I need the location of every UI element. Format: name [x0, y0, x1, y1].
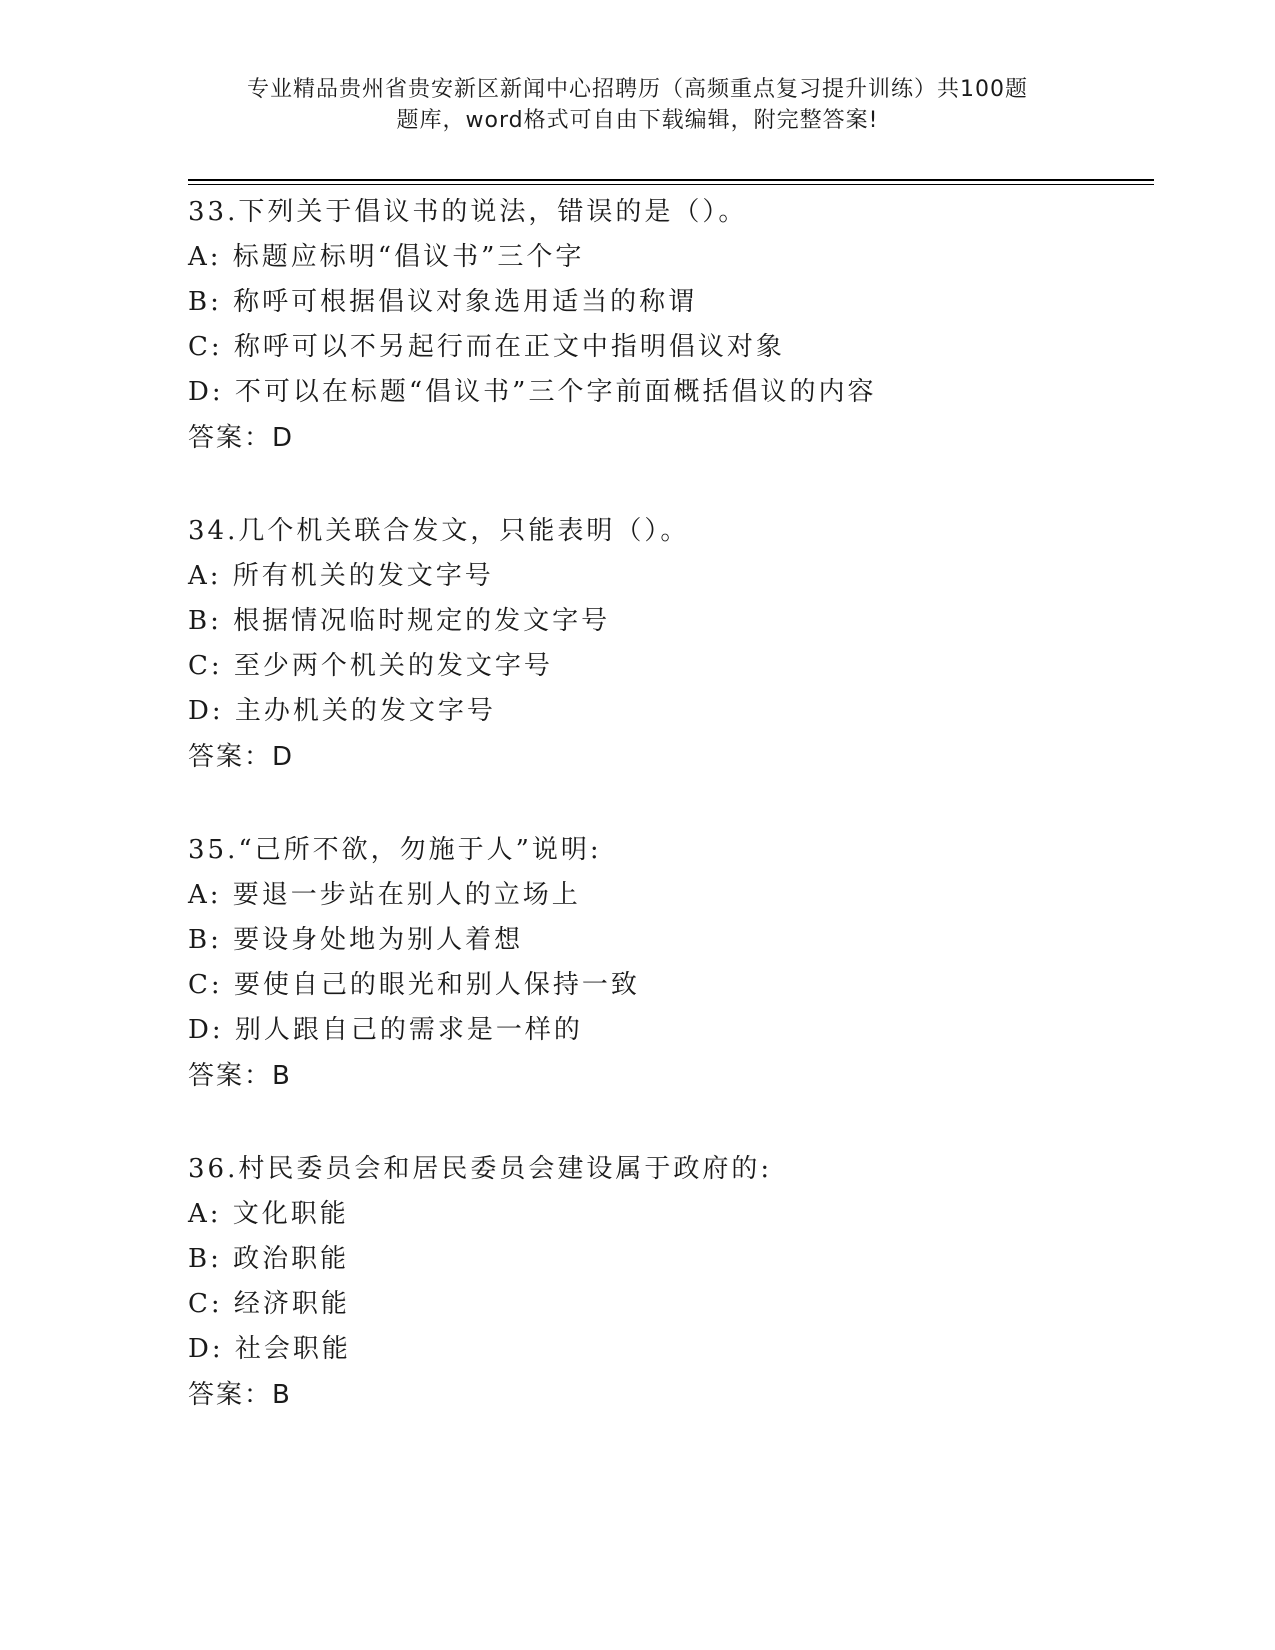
- answer: 答案：B: [188, 1380, 292, 1410]
- header-line-2: 题库，word格式可自由下载编辑，附完整答案!: [396, 108, 879, 133]
- option-c: C: 要使自己的眼光和别人保持一致: [188, 970, 640, 1000]
- question-stem: 33.下列关于倡议书的说法，错误的是（）。: [188, 197, 748, 227]
- question-stem: 34.几个机关联合发文，只能表明（）。: [188, 516, 690, 546]
- option-d: D: 社会职能: [188, 1334, 351, 1364]
- answer: 答案：D: [188, 423, 295, 453]
- option-b: B: 要设身处地为别人着想: [188, 925, 524, 955]
- option-d: D: 主办机关的发文字号: [188, 696, 496, 726]
- question-33: [188, 190, 1158, 461]
- option-c: C: 经济职能: [188, 1289, 350, 1319]
- option-c: C: 至少两个机关的发文字号: [188, 651, 553, 681]
- option-a: A: 所有机关的发文字号: [188, 561, 494, 591]
- option-b: B: 根据情况临时规定的发文字号: [188, 606, 611, 636]
- option-c: C: 称呼可以不另起行而在正文中指明倡议对象: [188, 332, 785, 362]
- answer: 答案：B: [188, 1061, 292, 1091]
- question-stem: 36.村民委员会和居民委员会建设属于政府的:: [188, 1154, 773, 1184]
- question-34: [188, 509, 1158, 780]
- answer: 答案：D: [188, 742, 295, 772]
- document-header: [0, 74, 1275, 136]
- option-d: D: 别人跟自己的需求是一样的: [188, 1015, 583, 1045]
- option-a: A: 要退一步站在别人的立场上: [188, 880, 581, 910]
- option-d: D: 不可以在标题“倡议书”三个字前面概括倡议的内容: [188, 377, 877, 407]
- question-36: [188, 1147, 1158, 1418]
- header-divider-bottom: [188, 184, 1154, 185]
- option-b: B: 政治职能: [188, 1244, 350, 1274]
- header-line-1: 专业精品贵州省贵安新区新闻中心招聘历（高频重点复习提升训练）共100题: [247, 77, 1028, 102]
- question-stem: 35.“己所不欲，勿施于人”说明:: [188, 835, 602, 865]
- question-list: [188, 190, 1158, 1466]
- option-a: A: 文化职能: [188, 1199, 349, 1229]
- header-divider-top: [188, 179, 1154, 181]
- option-a: A: 标题应标明“倡议书”三个字: [188, 242, 585, 272]
- option-b: B: 称呼可根据倡议对象选用适当的称谓: [188, 287, 698, 317]
- question-35: [188, 828, 1158, 1099]
